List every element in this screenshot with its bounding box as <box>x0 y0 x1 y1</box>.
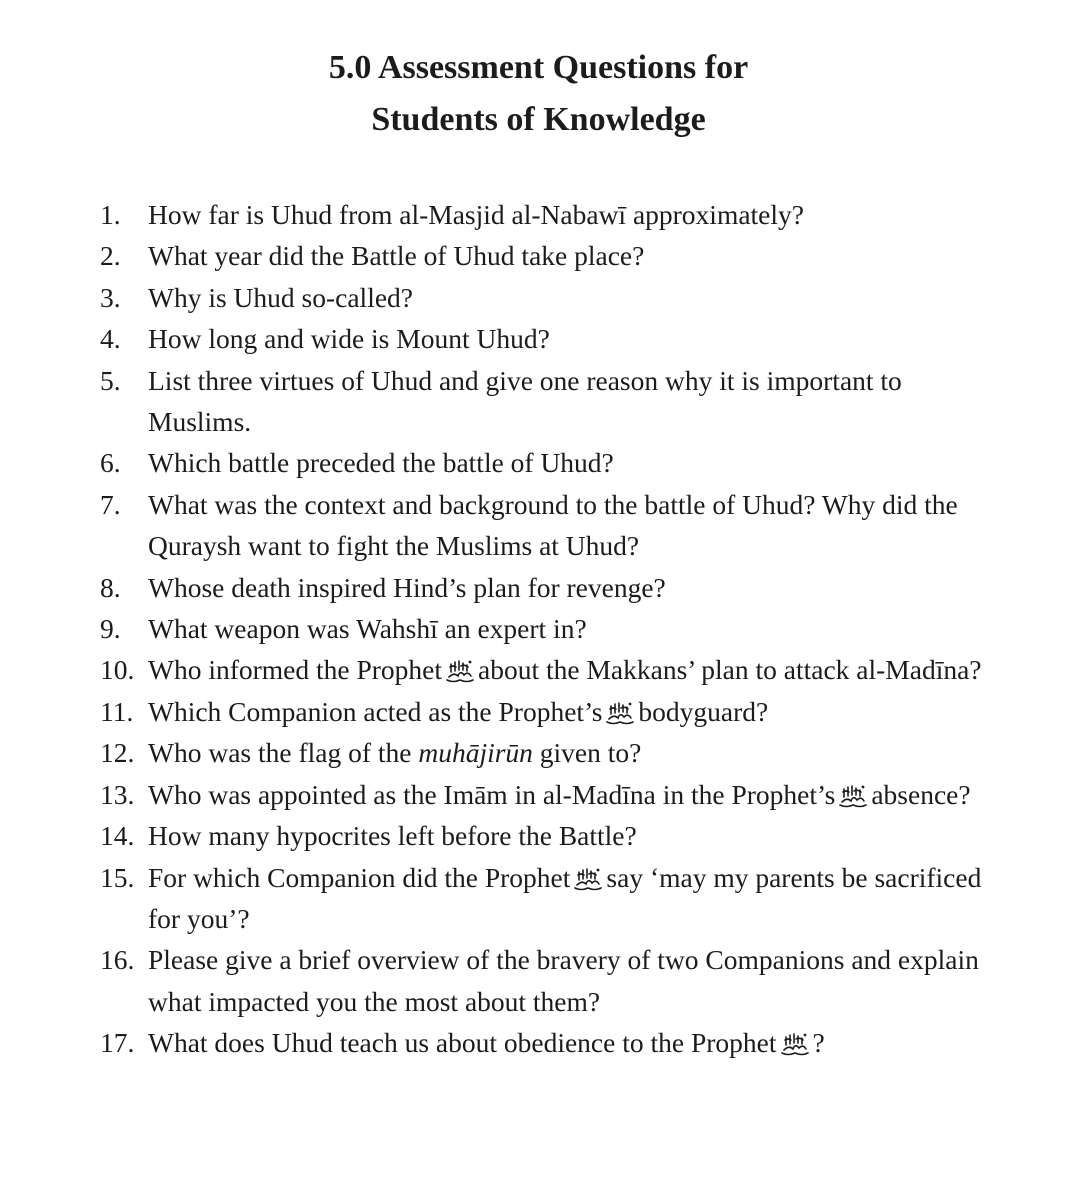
question-text-part: Which Companion acted as the Prophet’s <box>148 695 603 727</box>
question-number: 5. <box>100 364 121 396</box>
question-text <box>148 737 641 768</box>
question-text-part: List three virtues of Uhud and give one reason why it is important to Muslims. <box>148 364 902 438</box>
question-number: 3. <box>100 281 121 313</box>
question-text <box>148 282 413 313</box>
question-text <box>148 323 550 354</box>
question-item <box>100 567 1000 608</box>
question-text <box>148 654 982 685</box>
question-number: 1. <box>100 199 121 230</box>
question-item <box>100 1022 1000 1063</box>
question-text-part: How long and wide is Mount Uhud? <box>148 323 550 355</box>
question-number: 17. <box>100 1027 135 1059</box>
question-number: 7. <box>100 488 121 520</box>
question-text-part: Which battle preceded the battle of Uhud? <box>148 447 614 479</box>
question-number: 10. <box>100 654 135 686</box>
question-text <box>148 447 614 478</box>
question-text-part: How many hypocrites left before the Battle? <box>148 820 637 852</box>
question-number: 15. <box>100 861 135 893</box>
question-text-part: given to? <box>532 737 642 769</box>
question-item <box>100 608 1000 649</box>
question-item <box>100 649 1000 690</box>
question-text-part: Who informed the Prophet <box>148 654 443 686</box>
question-item <box>100 194 1000 235</box>
salawat-calligraphy-icon <box>780 1031 810 1057</box>
question-text <box>148 489 958 561</box>
question-text-part: What year did the Battle of Uhud take place? <box>148 240 645 272</box>
question-text-part: bodyguard? <box>638 695 769 727</box>
question-text <box>148 199 804 230</box>
question-number: 11. <box>100 695 134 727</box>
question-number: 14. <box>100 820 135 852</box>
question-text <box>148 779 971 810</box>
question-number: 4. <box>100 323 121 355</box>
question-text-part: Please give a brief overview of the bravery of two Companions and explain what impacted you the most about them? <box>148 944 979 1017</box>
question-text-part: about the Makkans’ plan to attack al-Madīna? <box>478 654 982 686</box>
salawat-calligraphy-icon <box>605 700 635 726</box>
question-item <box>100 774 1000 815</box>
question-text <box>148 696 768 727</box>
question-item <box>100 277 1000 318</box>
salawat-calligraphy-icon <box>838 783 868 809</box>
question-text <box>148 240 644 271</box>
question-text <box>148 613 587 644</box>
italic-term: muhājirūn <box>418 737 533 769</box>
title-line-2: Students of Knowledge <box>371 101 706 138</box>
question-item <box>100 857 1000 940</box>
question-text-part: How far is Uhud from al-Masjid al-Nabawī approximately? <box>148 199 804 230</box>
question-text-part: Who was the flag of the <box>148 737 419 769</box>
question-text-part: Whose death inspired Hind’s plan for revenge? <box>148 571 666 603</box>
title-line-1: 5.0 Assessment Questions for <box>328 49 749 86</box>
question-item <box>100 318 1000 359</box>
question-text-part: ? <box>812 1027 825 1059</box>
question-number: 16. <box>100 944 135 976</box>
question-item <box>100 484 1000 567</box>
question-number: 12. <box>100 737 135 769</box>
question-item <box>100 691 1000 732</box>
question-item <box>100 939 1000 1022</box>
page-title <box>0 42 1077 146</box>
question-text <box>148 862 981 934</box>
question-number: 2. <box>100 240 121 272</box>
question-item <box>100 360 1000 443</box>
question-item <box>100 815 1000 856</box>
question-text <box>148 572 666 603</box>
question-text-part: Why is Uhud so-called? <box>148 281 413 313</box>
question-text-part: What was the context and background to the battle of Uhud? Why did the Quraysh want to fight the Muslims at Uhud? <box>148 488 958 562</box>
question-number: 13. <box>100 778 135 810</box>
question-text <box>148 820 637 851</box>
question-text-part: say ‘may my parents be sacrificed for you’? <box>148 861 982 934</box>
question-text-part: What does Uhud teach us about obedience to the Prophet <box>148 1027 777 1059</box>
question-item <box>100 442 1000 483</box>
question-number: 6. <box>100 447 121 479</box>
question-number: 9. <box>100 613 121 645</box>
question-text <box>148 1027 825 1058</box>
question-text-part: What weapon was Wahshī an expert in? <box>148 613 587 645</box>
question-text <box>148 944 979 1016</box>
salawat-calligraphy-icon <box>573 866 603 892</box>
question-text-part: For which Companion did the Prophet <box>148 861 571 893</box>
question-text-part: Who was appointed as the Imām in al-Madīna in the Prophet’s <box>148 778 836 810</box>
question-number: 8. <box>100 571 121 603</box>
salawat-calligraphy-icon <box>445 658 475 684</box>
question-text-part: absence? <box>871 778 971 810</box>
question-item <box>100 235 1000 276</box>
question-list <box>100 194 1000 1064</box>
question-item <box>100 732 1000 773</box>
question-text <box>148 365 902 437</box>
